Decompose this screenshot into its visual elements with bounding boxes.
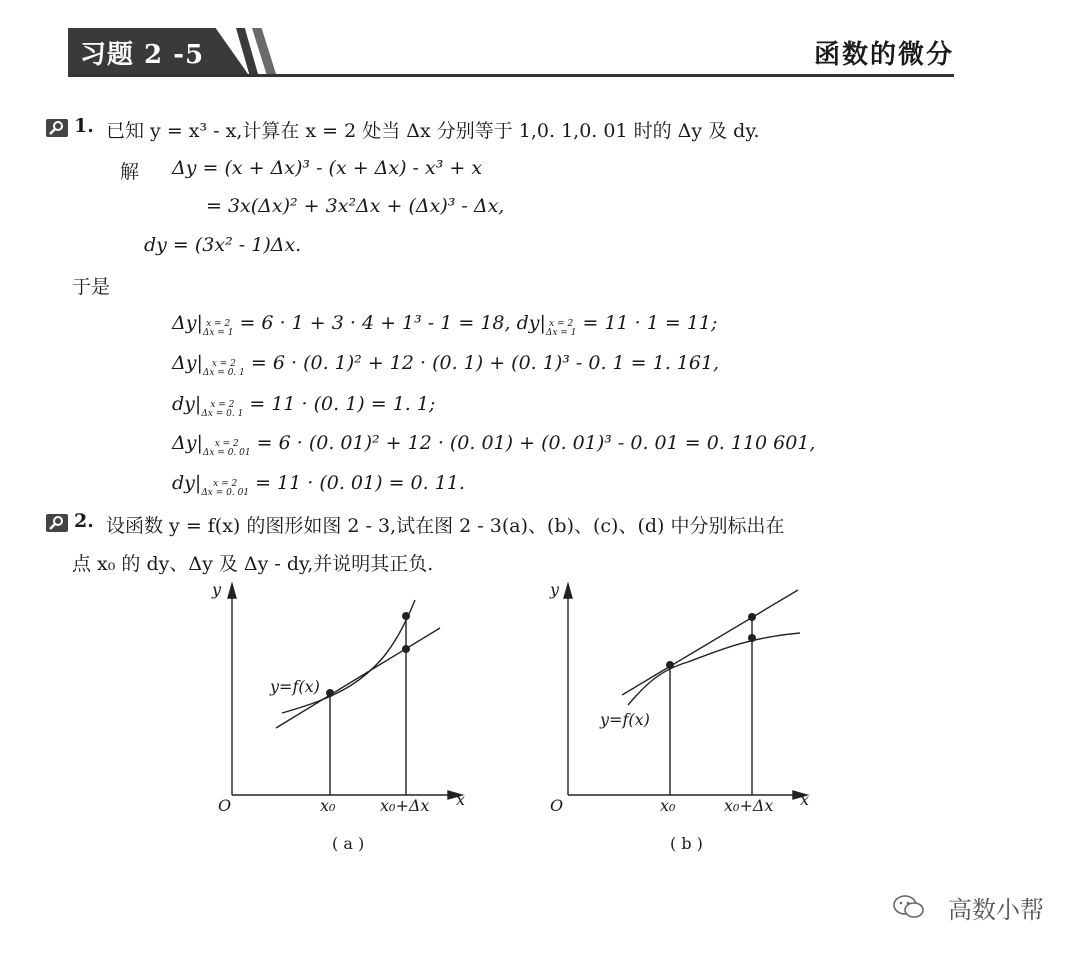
question-number: 1. <box>74 115 94 137</box>
tangent-line <box>622 590 798 695</box>
question-text: 点 x₀ 的 dy、Δy 及 Δy - dy,并说明其正负. <box>72 553 434 575</box>
solution-step: = 3x(Δx)² + 3x²Δx + (Δx)³ - Δx, <box>206 195 505 217</box>
x-axis-label: x <box>800 790 810 809</box>
exercise-title: 习题 2 -5 <box>80 40 205 70</box>
x0dx-label: x₀+Δx <box>724 796 774 815</box>
result-line: dy| x = 2 Δx = 0. 01 = 11 · (0. 01) = 0. 11. <box>172 472 465 498</box>
section-title: 函数的微分 <box>813 40 954 70</box>
solution-step: dy = (3x² - 1)Δx. <box>144 234 302 256</box>
evaluation-subscript: x = 2 Δx = 1 <box>545 319 577 338</box>
evaluation-subscript: x = 2 Δx = 0. 01 <box>201 479 250 498</box>
point-x0 <box>326 689 334 697</box>
question-text: 已知 y = x³ - x,计算在 x = 2 处当 Δx 分别等于 1,0. 1,0. 01 时的 Δy 及 dy. <box>106 120 760 142</box>
point-tangent <box>402 645 410 653</box>
result-text: = 11 · 1 = 11; <box>576 312 718 334</box>
point-curve <box>402 612 410 620</box>
wechat-icon <box>892 894 926 920</box>
curve-fx <box>628 633 800 705</box>
therefore-label: 于是 <box>72 276 111 298</box>
figure-b <box>540 580 830 860</box>
header-rule <box>68 74 954 77</box>
watermark-text: 高数小帮 <box>948 896 1044 924</box>
evaluation-subscript: x = 2 Δx = 0. 01 <box>202 439 251 458</box>
evaluation-subscript: x = 2 Δx = 0. 1 <box>202 359 245 378</box>
y-axis-label: y <box>550 580 560 599</box>
result-text: Δy| <box>172 312 203 334</box>
solution-step: Δy = (x + Δx)³ - (x + Δx) - x³ + x <box>172 157 483 179</box>
y-axis-arrow <box>228 584 236 598</box>
magnifier-icon <box>46 119 68 137</box>
result-text: = 6 · 1 + 3 · 4 + 1³ - 1 = 18, dy| <box>233 312 546 334</box>
question-text: 设函数 y = f(x) 的图形如图 2 - 3,试在图 2 - 3(a)、(b)、(c)、(d) 中分别标出在 <box>106 515 785 537</box>
solution-label: 解 <box>120 161 140 183</box>
origin-label: O <box>550 796 564 815</box>
point-x0 <box>666 661 674 669</box>
result-line <box>172 312 717 338</box>
x-axis-label: x <box>456 790 466 809</box>
figure-caption: ( b ) <box>670 834 703 853</box>
evaluation-subscript: x = 2 Δx = 0. 1 <box>201 400 244 419</box>
curve-label: y=f(x) <box>600 710 650 729</box>
magnifier-icon <box>46 514 68 532</box>
figure-a <box>200 580 490 860</box>
curve-fx <box>282 600 415 713</box>
x0dx-label: x₀+Δx <box>380 796 430 815</box>
question-number: 2. <box>74 510 94 532</box>
x0-label: x₀ <box>320 796 336 815</box>
y-axis-label: y <box>212 580 222 599</box>
figure-caption: ( a ) <box>332 834 365 853</box>
result-line: Δy| x = 2 Δx = 0. 1 = 6 · (0. 1)² + 12 · (0. 1) + (0. 1)³ - 0. 1 = 1. 161, <box>172 352 720 378</box>
point-curve <box>748 634 756 642</box>
y-axis-arrow <box>564 584 572 598</box>
evaluation-subscript: x = 2 Δx = 1 <box>202 319 234 338</box>
result-line: dy| x = 2 Δx = 0. 1 = 11 · (0. 1) = 1. 1; <box>172 393 436 419</box>
result-line: Δy| x = 2 Δx = 0. 01 = 6 · (0. 01)² + 12 · (0. 01) + (0. 01)³ - 0. 01 = 0. 110 601, <box>172 432 816 458</box>
curve-label: y=f(x) <box>270 677 320 696</box>
x0-label: x₀ <box>660 796 676 815</box>
origin-label: O <box>218 796 232 815</box>
point-tangent <box>748 613 756 621</box>
